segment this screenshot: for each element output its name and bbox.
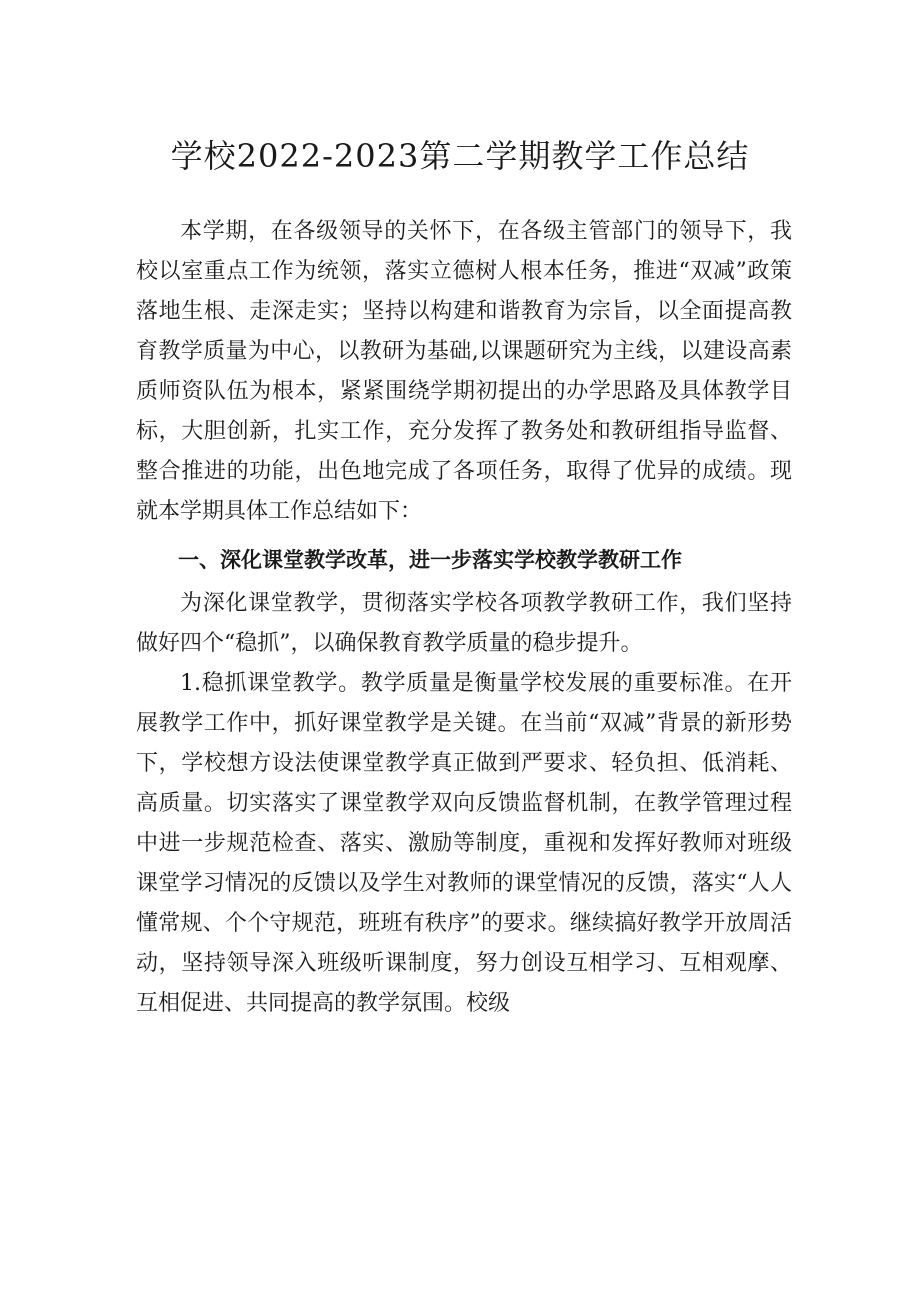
document-body <box>136 212 792 1024</box>
section-heading: 一、深化课堂教学改革，进一步落实学校教学教研工作 <box>178 548 682 572</box>
classroom-teaching-paragraph: 1.稳抓课堂教学。教学质量是衡量学校发展的重要标准。在开展教学工作中，抓好课堂教学是关键。在当前“双减”背景的新形势下，学校想方设法使课堂教学真正做到严要求、轻负担、低消耗、高质量。切实落实了课堂教学双向反馈监督机制，在教学管理过程中进一步规范检查、落实、激励等制度，重视和发挥好教师对班级课堂学习情况的反馈以及学生对教师的课堂情况的反馈，落实“人人懂常规、个个守规范，班班有秩序”的要求。继续搞好教学开放周活动，坚持领导深入班级听课制度，努力创设互相学习、互相观摩、互相促进、共同提高的教学氛围。校级 <box>136 671 792 1016</box>
section-intro-paragraph: 为深化课堂教学，贯彻落实学校各项教学教研工作，我们坚持做好四个“稳抓”，以确保教育教学质量的稳步提升。 <box>136 591 792 656</box>
intro-paragraph: 本学期，在各级领导的关怀下，在各级主管部门的领导下，我校以室重点工作为统领，落实立德树人根本任务，推进“双减”政策落地生根、走深走实；坚持以构建和谐教育为宗旨，以全面提高教育教学质量为中心，以教研为基础,以课题研究为主线，以建设高素质师资队伍为根本，紧紧围绕学期初提出的办学思路及具体教学目标，大胆创新，扎实工作，充分发挥了教务处和教研组指导监督、整合推进的功能，出色地完成了各项任务，取得了优异的成绩。现就本学期具体工作总结如下： <box>136 219 792 524</box>
document-title: 学校2022-2023第二学期教学工作总结 <box>170 137 750 175</box>
